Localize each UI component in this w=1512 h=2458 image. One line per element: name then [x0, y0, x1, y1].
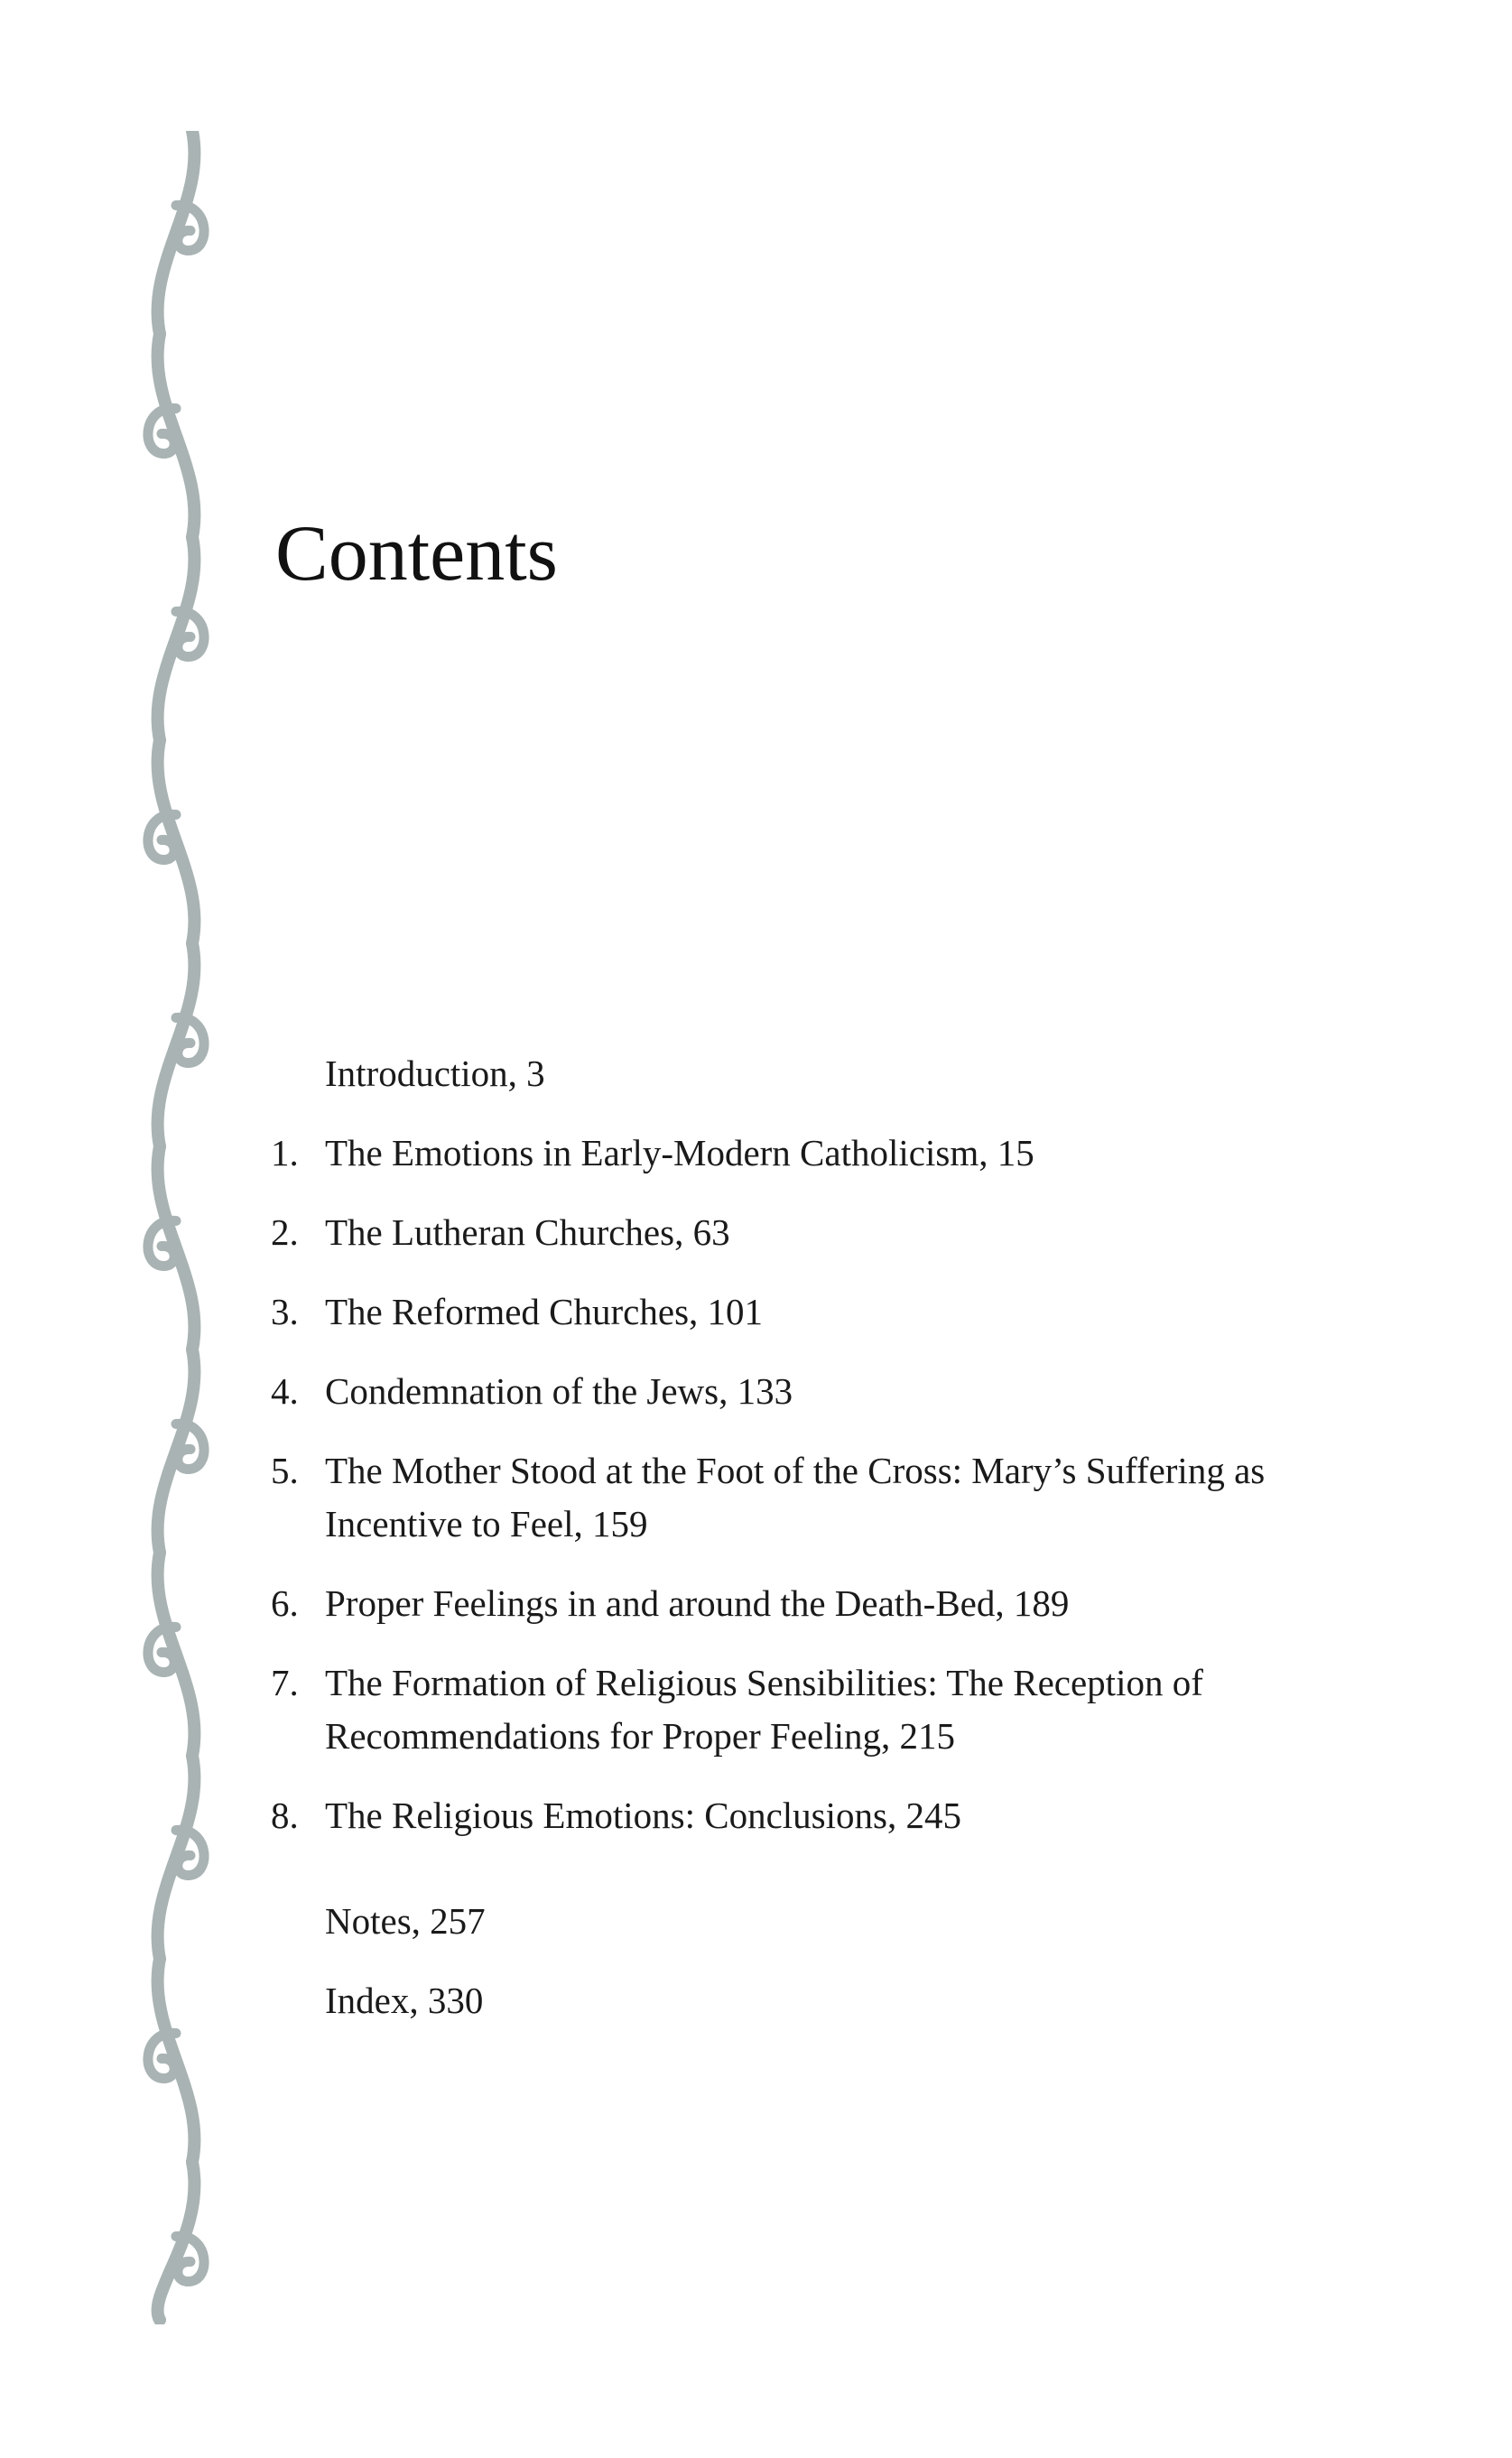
toc-entry-title: Index, 330 [325, 1980, 484, 2021]
toc-entry-number: 2. [271, 1211, 299, 1253]
toc-entry-chapter-7 [271, 1656, 1345, 1763]
toc-entry-notes [271, 1895, 1345, 1948]
toc-entry-title: Introduction, 3 [325, 1053, 545, 1094]
toc-entry-chapter-6 [271, 1577, 1345, 1630]
toc-entry-title: The Mother Stood at the Foot of the Cross: Mary’s Suffering as Incentive to Feel, 159 [325, 1450, 1266, 1544]
toc-entry-chapter-5 [271, 1444, 1345, 1551]
toc-entry-number: 3. [271, 1291, 299, 1332]
toc-entry-title: Proper Feelings in and around the Death-Bed, 189 [325, 1582, 1070, 1624]
scroll-vine-border-icon [140, 131, 212, 2324]
toc-entry-title: The Lutheran Churches, 63 [325, 1211, 730, 1253]
toc-entry-title: The Religious Emotions: Conclusions, 245 [325, 1795, 961, 1836]
toc-entry-chapter-2 [271, 1206, 1345, 1259]
toc-entry-number: 8. [271, 1795, 299, 1836]
page-title: Contents [275, 510, 558, 598]
toc-entry-chapter-1 [271, 1127, 1345, 1180]
toc-entry-number: 5. [271, 1450, 299, 1491]
toc-entry-chapter-8 [271, 1789, 1345, 1842]
toc-entry-title: The Formation of Religious Sensibilities: The Reception of Recommendations for Proper Feeling, 215 [325, 1662, 1203, 1757]
toc-entry-title: The Reformed Churches, 101 [325, 1291, 764, 1332]
toc-entry-number: 6. [271, 1582, 299, 1624]
toc-entry-chapter-3 [271, 1285, 1345, 1339]
toc-entry-title: Condemnation of the Jews, 133 [325, 1370, 793, 1412]
toc-entry-number: 7. [271, 1662, 299, 1703]
toc-entry-index [271, 1974, 1345, 2027]
toc-entry-title: The Emotions in Early-Modern Catholicism, 15 [325, 1132, 1034, 1173]
table-of-contents [271, 1047, 1345, 2054]
toc-entry-introduction [271, 1047, 1345, 1100]
toc-entry-title: Notes, 257 [325, 1900, 486, 1942]
toc-entry-number: 1. [271, 1132, 299, 1173]
toc-entry-number: 4. [271, 1370, 299, 1412]
toc-entry-chapter-4 [271, 1365, 1345, 1418]
